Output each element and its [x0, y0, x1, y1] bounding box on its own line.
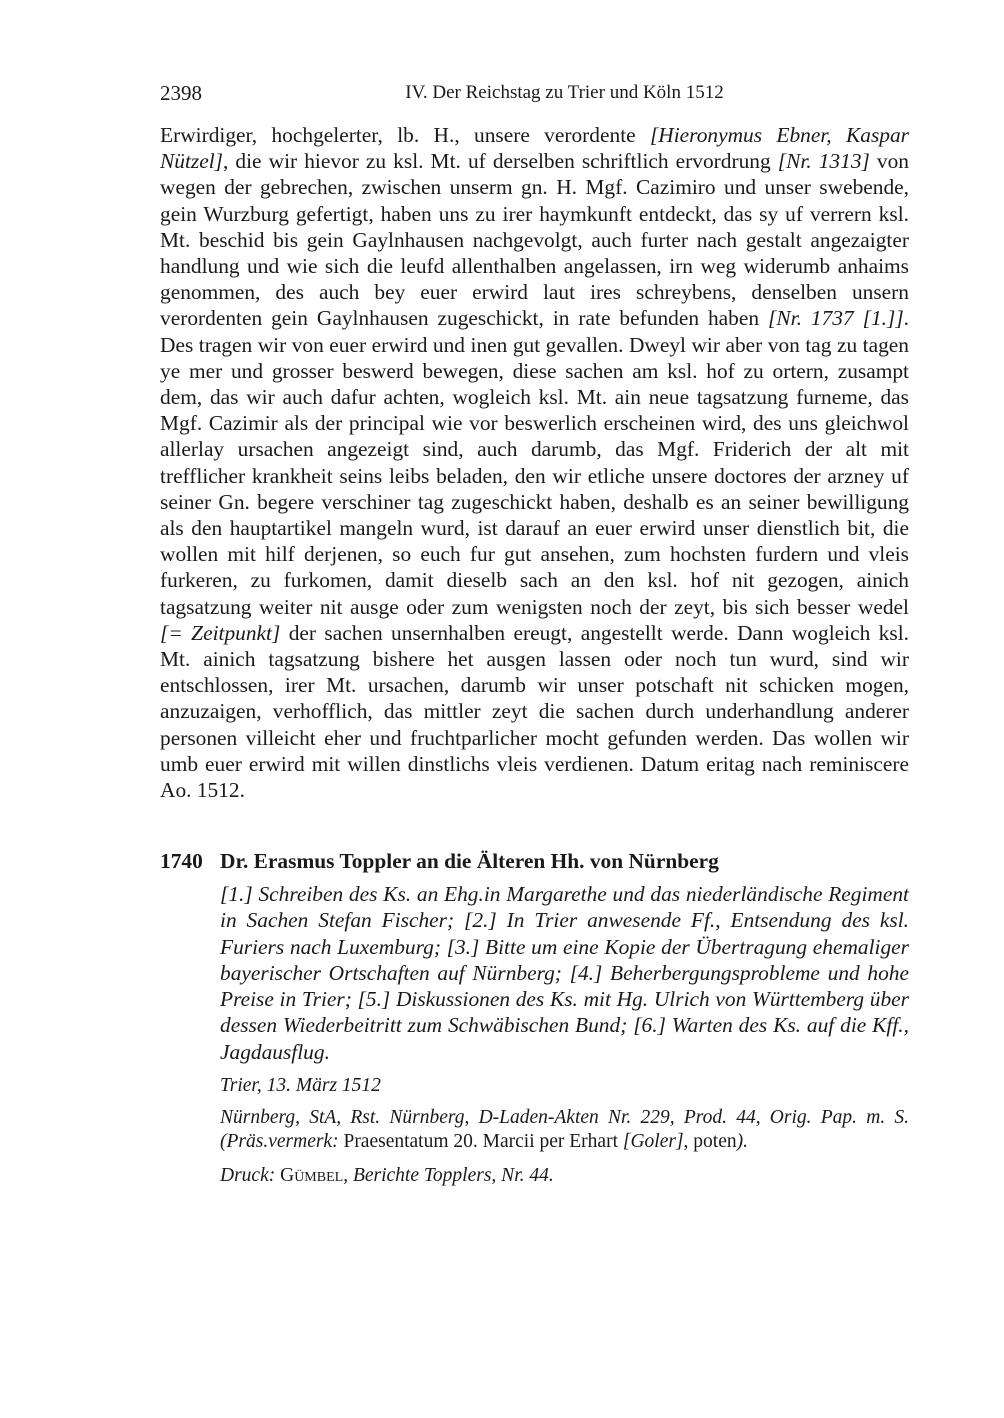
letter-segment: von wegen der gebrechen, zwischen unserm gn. H. Mgf. Cazimiro und unser swebende, gein Wurzburg gefertigt, haben uns zu irer haymkunft entdeckt, das sy uf verrern ksl. Mt. beschid bis gein Gaylnhausen nachgevolgt, auch furter nach gestalt angezaigter handlung und wie sich die leufd allenthalben angelassen, irn weg widerumb anhaims genommen, des auch bey euer erwird laut ires schreybens, denselben unsern verordenten gein Gaylnhausen zugeschickt, in rate befunden haben — [160, 149, 909, 331]
editorial-insert: [Nr. 1313] — [777, 149, 870, 174]
running-header — [160, 78, 909, 108]
print-rest: , Berichte Topplers, Nr. 44. — [343, 1164, 554, 1186]
document-heading — [160, 847, 909, 875]
source-close: ). — [736, 1131, 748, 1153]
regest: [1.] Schreiben des Ks. an Ehg.in Margarethe und das niederländische Regiment in Sachen Stefan Fischer; [2.] In Trier anwesende Ff., Entsendung des ksl. Furiers nach Luxemburg; [3.] Bitte um eine Kopie der Übertragung ehemaliger bayerischer Ortschaften auf Nürnberg; [4.] Beherbergungsprobleme und hohe Preise in Trier; [5.] Diskussionen des Ks. mit Hg. Ulrich von Württemberg über dessen Wiederbeitritt zum Schwäbischen Bund; [6.] Warten des Ks. auf die Kff., Jagdausflug. — [220, 882, 909, 1064]
source-note-name: [Goler] — [622, 1131, 684, 1153]
document-metadata — [220, 881, 909, 1187]
letter-segment: Erwirdiger, hochgelerter, lb. H., unsere verordente — [160, 123, 650, 147]
source-note: Praesentatum 20. Marcii per Erhart — [343, 1131, 623, 1153]
letter-segment: . Des tragen wir von euer erwird und inen gut gevallen. Dweyl wir aber von tag zu tagen ye mer und grosser beswerd bewegen, diese sachen am ksl. hof zu ortern, zusampt dem, das wir auch dafur achten, wogleich ksl. Mt. ain neue tagsatzung furneme, das Mgf. Cazimir als der principal wie vor beswerlich erscheinen wird, des uns gleichwol allerlay ursachen angezeigt sind, auch darumb, das Mgf. Friderich der alt mit trefflicher krankheit seins leibs beladen, den wir etliche unsere doctores der arzney uf seiner Gn. begere verschiner tag zugeschickt haben, deshalb es an seiner bewilligung als den hauptartikel mangeln wurd, ist darauf an euer erwird unser dienstlich bit, die wollen mit hilf derjenen, so euch fur gut ansehen, zum hochsten furdern und vleis furkeren, zu furkomen, damit dieselb sach an den ksl. hof nit gezogen, ainich tagsatzung weiter nit ausge oder zum wenigsten noch der zeyt, bis sich besser wedel — [160, 306, 910, 619]
source-archive: Nürnberg, StA, Rst. Nürnberg, D-Laden-Akten Nr. 229, Prod. 44, Orig. Pap. m. S. (Präs.vermerk: — [220, 1106, 909, 1153]
document-title: Dr. Erasmus Toppler an die Älteren Hh. von Nürnberg — [220, 849, 719, 874]
source-note-end: , poten — [683, 1131, 737, 1153]
running-title: IV. Der Reichstag zu Trier und Köln 1512 — [405, 82, 724, 103]
editorial-insert: [Nr. 1737 [1.]] — [768, 306, 904, 331]
print-label: Druck: — [220, 1164, 281, 1186]
letter-text — [160, 122, 909, 803]
print-author: Gümbel — [280, 1164, 344, 1186]
editorial-insert: [Hieronymus Ebner, Kaspar Nützel] — [160, 123, 909, 174]
place-date: Trier, 13. März 1512 — [220, 1074, 381, 1096]
letter-segment: der sachen unsernhalben ereugt, angestellt werde. Dann wogleich ksl. Mt. ainich tagsatzung bishere het ausgen lassen oder noch tun wurd, sind wir entschlossen, irer Mt. ursachen, darumb wir unser potschaft nit schicken mogen, anzuzaigen, verhofflich, das mittler zeyt die sachen durch underhandlung anderer personen villeicht eher und fruchtparlicher mocht gefunden werden. Das wollen wir umb euer erwird mit willen dinstlichs vleis verdienen. Datum eritag nach reminiscere Ao. 1512. — [160, 620, 909, 803]
page-number: 2398 — [160, 81, 202, 105]
editorial-insert: [= Zeitpunkt] — [160, 620, 281, 645]
page — [160, 78, 909, 1188]
print-reference — [220, 1163, 909, 1188]
source-reference — [220, 1106, 909, 1155]
document-number: 1740 — [160, 849, 203, 874]
letter-segment: , die wir hievor zu ksl. Mt. uf derselben schriftlich ervordrung — [223, 149, 778, 174]
